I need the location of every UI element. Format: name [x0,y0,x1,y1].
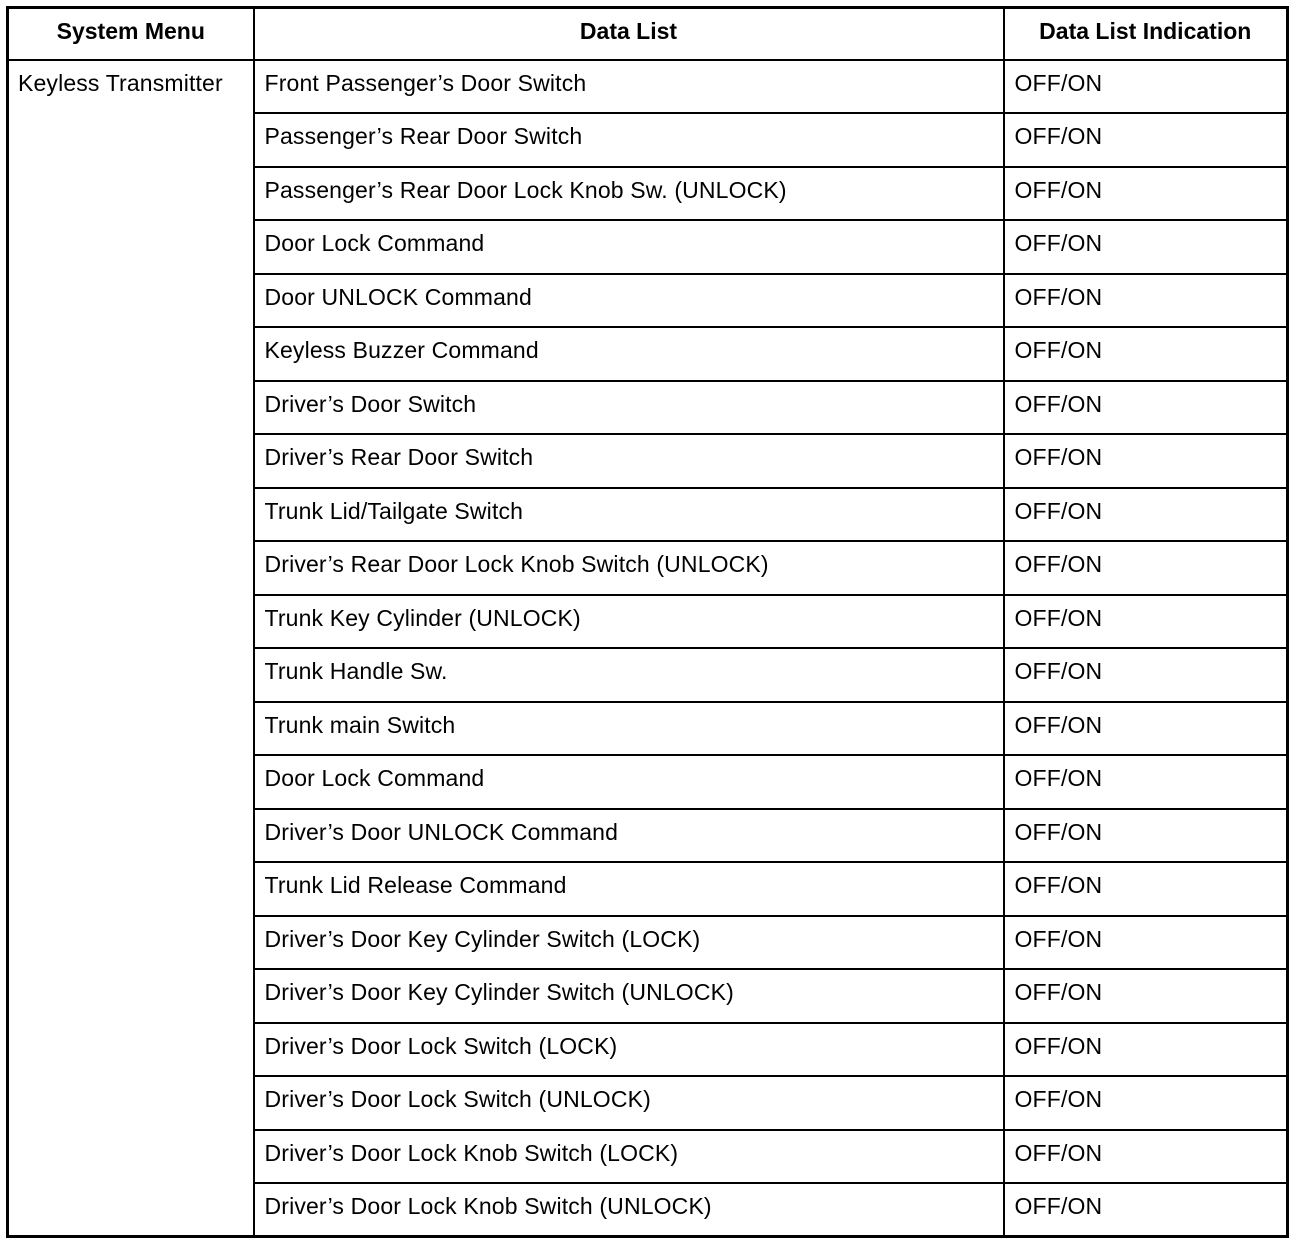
data-list-indication: OFF/ON [1004,541,1288,595]
data-list-item: Driver’s Door Lock Switch (LOCK) [254,1023,1004,1077]
data-list-item: Driver’s Door Lock Switch (UNLOCK) [254,1076,1004,1130]
header-system-menu: System Menu [8,8,254,60]
data-list-indication: OFF/ON [1004,113,1288,167]
data-list-indication: OFF/ON [1004,755,1288,809]
data-list-item: Trunk Handle Sw. [254,648,1004,702]
data-list-indication: OFF/ON [1004,702,1288,756]
data-list-indication: OFF/ON [1004,648,1288,702]
data-list-indication: OFF/ON [1004,1183,1288,1237]
data-list-item: Trunk Key Cylinder (UNLOCK) [254,595,1004,649]
data-list-item: Trunk Lid/Tailgate Switch [254,488,1004,542]
table-row [8,60,1288,114]
data-list-item: Driver’s Door UNLOCK Command [254,809,1004,863]
data-list-indication: OFF/ON [1004,1023,1288,1077]
data-list-item: Door Lock Command [254,220,1004,274]
data-list-item: Driver’s Door Lock Knob Switch (UNLOCK) [254,1183,1004,1237]
data-list-indication: OFF/ON [1004,1076,1288,1130]
data-list-item: Trunk main Switch [254,702,1004,756]
data-list-indication: OFF/ON [1004,969,1288,1023]
data-list-item: Driver’s Door Key Cylinder Switch (UNLOCK) [254,969,1004,1023]
data-list-item: Front Passenger’s Door Switch [254,60,1004,114]
data-list-table-container [6,6,1286,1235]
data-list-indication: OFF/ON [1004,916,1288,970]
data-list-indication: OFF/ON [1004,381,1288,435]
system-menu-cell: Keyless Transmitter [8,60,254,1237]
data-list-indication: OFF/ON [1004,274,1288,328]
data-list-indication: OFF/ON [1004,220,1288,274]
data-list-table [6,6,1289,1238]
data-list-indication: OFF/ON [1004,327,1288,381]
data-list-indication: OFF/ON [1004,167,1288,221]
table-header-row [8,8,1288,60]
data-list-indication: OFF/ON [1004,434,1288,488]
data-list-item: Trunk Lid Release Command [254,862,1004,916]
data-list-item: Passenger’s Rear Door Switch [254,113,1004,167]
data-list-item: Door UNLOCK Command [254,274,1004,328]
data-list-indication: OFF/ON [1004,809,1288,863]
data-list-indication: OFF/ON [1004,862,1288,916]
data-list-indication: OFF/ON [1004,488,1288,542]
data-list-item: Driver’s Rear Door Switch [254,434,1004,488]
data-list-item: Driver’s Door Lock Knob Switch (LOCK) [254,1130,1004,1184]
data-list-item: Driver’s Door Key Cylinder Switch (LOCK) [254,916,1004,970]
header-data-list-indication: Data List Indication [1004,8,1288,60]
data-list-item: Driver’s Door Switch [254,381,1004,435]
data-list-item: Keyless Buzzer Command [254,327,1004,381]
header-data-list: Data List [254,8,1004,60]
data-list-item: Driver’s Rear Door Lock Knob Switch (UNLOCK) [254,541,1004,595]
data-list-indication: OFF/ON [1004,60,1288,114]
data-list-indication: OFF/ON [1004,1130,1288,1184]
table-body [8,60,1288,1237]
data-list-item: Passenger’s Rear Door Lock Knob Sw. (UNLOCK) [254,167,1004,221]
data-list-item: Door Lock Command [254,755,1004,809]
data-list-indication: OFF/ON [1004,595,1288,649]
